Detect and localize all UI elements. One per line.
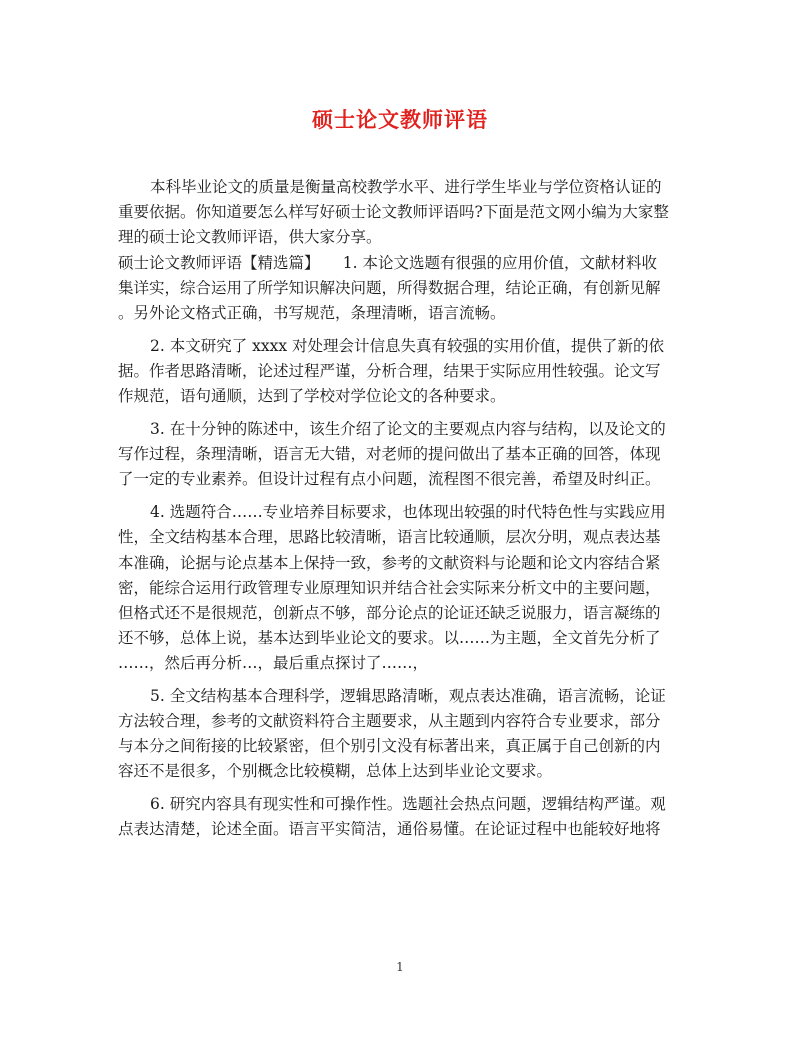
- document-title: 硕士论文教师评语: [312, 107, 488, 132]
- body-line: 性，全文结构基本合理，思路比较清晰，语言比较通顺，层次分明，观点表达基: [118, 528, 661, 546]
- body-line: 容还不是很多，个别概念比较模糊，总体上达到毕业论文要求。: [118, 762, 553, 780]
- body-line: 本科毕业论文的质量是衡量高校教学水平、进行学生毕业与学位资格认证的: [150, 178, 662, 196]
- body-line: 本准确，论据与论点基本上保持一致，参考的文献资料与论题和论文内容结合紧: [118, 554, 661, 572]
- body-line: 写作过程，条理清晰，语言无大错，对老师的提问做出了基本正确的回答，体现: [118, 445, 661, 463]
- body-line: 集详实，综合运用了所学知识解决问题，所得数据合理，结论正确，有创新见解: [118, 279, 661, 297]
- body-line: 与本分之间衔接的比较紧密，但个别引文没有标著出来，真正属于自己创新的内: [118, 737, 661, 755]
- body-line: 理的硕士论文教师评语，供大家分享。: [118, 228, 382, 246]
- body-line: ……，然后再分析…，最后重点探讨了……，: [118, 654, 429, 672]
- body-line: 密，能综合运用行政管理专业原理知识并结合社会实际来分析文中的主要问题，: [118, 579, 661, 597]
- body-line: 据。作者思路清晰，论述过程严谨，分析合理，结果于实际应用性较强。论文写: [118, 362, 661, 380]
- body-line: 。另外论文格式正确，书写规范，条理清晰，语言流畅。: [118, 304, 506, 322]
- body-line: 2. 本文研究了 xxxx 对处理会计信息失真有较强的实用价值，提供了新的依: [150, 337, 665, 355]
- body-line: 点表达清楚，论述全面。语言平实简洁，通俗易懂。在论证过程中也能较好地将: [118, 820, 661, 838]
- body-line: 但格式还不是很规范，创新点不够，部分论点的论证还缺乏说服力，语言凝练的: [118, 604, 661, 622]
- page-number: 1: [396, 960, 404, 974]
- body-line: 方法较合理，参考的文献资料符合主题要求，从主题到内容符合专业要求，部分: [118, 712, 661, 730]
- body-line: 硕士论文教师评语【精选篇】 1. 本论文选题有很强的应用价值，文献材料收: [118, 254, 657, 272]
- body-line: 3. 在十分钟的陈述中，该生介绍了论文的主要观点内容与结构，以及论文的: [150, 420, 666, 438]
- body-line: 4. 选题符合……专业培养目标要求，也体现出较强的时代特色性与实践应用: [150, 503, 666, 521]
- body-line: 6. 研究内容具有现实性和可操作性。选题社会热点问题，逻辑结构严谨。观: [150, 795, 666, 813]
- body-line: 重要依据。你知道要怎么样写好硕士论文教师评语吗?下面是范文网小编为大家整: [118, 203, 669, 221]
- body-line: 了一定的专业素养。但设计过程有点小问题，流程图不很完善，希望及时纠正。: [118, 470, 661, 488]
- body-line: 5. 全文结构基本合理科学，逻辑思路清晰，观点表达准确，语言流畅，论证: [150, 687, 666, 705]
- body-line: 作规范，语句通顺，达到了学校对学位论文的各种要求。: [118, 387, 506, 405]
- body-line: 还不够，总体上说，基本达到毕业论文的要求。以……为主题，全文首先分析了: [118, 629, 661, 647]
